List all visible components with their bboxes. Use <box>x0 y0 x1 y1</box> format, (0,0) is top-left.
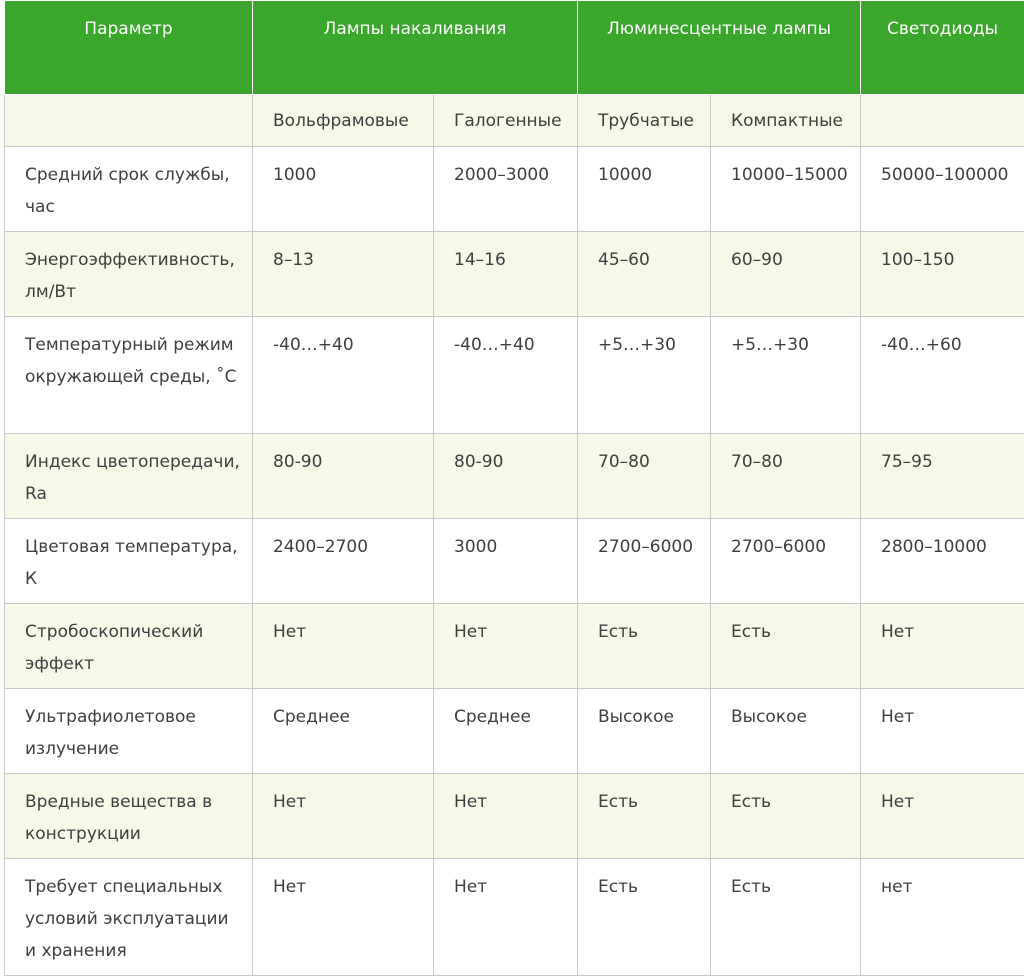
table-cell: +5…+30 <box>711 317 861 434</box>
table-cell: 10000–15000 <box>711 147 861 232</box>
subheader-led <box>861 95 1024 147</box>
table-cell: -40…+60 <box>861 317 1024 434</box>
row-param: Ультрафиолетовое излучение <box>5 689 253 774</box>
table-cell: Есть <box>578 859 711 976</box>
table-row <box>5 859 1024 976</box>
table-cell: 60–90 <box>711 232 861 317</box>
table-cell: 50000–100000 <box>861 147 1024 232</box>
table-row <box>5 317 1024 434</box>
table-cell: Высокое <box>711 689 861 774</box>
table-cell: 80-90 <box>253 434 434 519</box>
header-incandescent: Лампы накаливания <box>253 1 578 95</box>
table-cell: Есть <box>711 774 861 859</box>
table-row <box>5 232 1024 317</box>
table-cell: 2700–6000 <box>711 519 861 604</box>
row-param: Энергоэффективность, лм/Вт <box>5 232 253 317</box>
table-cell: 2800–10000 <box>861 519 1024 604</box>
table-cell: 2000–3000 <box>434 147 578 232</box>
row-param: Индекс цветопередачи, Ra <box>5 434 253 519</box>
table-cell: Нет <box>253 774 434 859</box>
table-cell: 8–13 <box>253 232 434 317</box>
table-cell: -40…+40 <box>434 317 578 434</box>
table-cell: 2400–2700 <box>253 519 434 604</box>
table-cell: Среднее <box>253 689 434 774</box>
header-param: Параметр <box>5 1 253 95</box>
table-cell: 3000 <box>434 519 578 604</box>
table-cell: Нет <box>253 604 434 689</box>
header-led: Светодиоды <box>861 1 1024 95</box>
comparison-table <box>4 0 1024 976</box>
table-row <box>5 519 1024 604</box>
row-param: Вредные вещества в конструкции <box>5 774 253 859</box>
subheader-halogen: Галогенные <box>434 95 578 147</box>
table-row <box>5 604 1024 689</box>
table-cell: Есть <box>578 774 711 859</box>
table-cell: 1000 <box>253 147 434 232</box>
table-cell: 75–95 <box>861 434 1024 519</box>
subheader-row <box>5 95 1024 147</box>
header-fluorescent: Люминесцентные лампы <box>578 1 861 95</box>
table-cell: 70–80 <box>578 434 711 519</box>
table-cell: 2700–6000 <box>578 519 711 604</box>
table-cell: 45–60 <box>578 232 711 317</box>
table-cell: -40…+40 <box>253 317 434 434</box>
table-cell: Есть <box>711 859 861 976</box>
table-cell: 70–80 <box>711 434 861 519</box>
table-cell: нет <box>861 859 1024 976</box>
subheader-compact: Компактные <box>711 95 861 147</box>
subheader-tungsten: Вольфрамовые <box>253 95 434 147</box>
table-cell: Высокое <box>578 689 711 774</box>
table-cell: Нет <box>253 859 434 976</box>
table-cell: +5…+30 <box>578 317 711 434</box>
table-row <box>5 147 1024 232</box>
table-cell: Нет <box>861 604 1024 689</box>
table-cell: 14–16 <box>434 232 578 317</box>
row-param: Температурный режим окружающей среды, ˚С <box>5 317 253 434</box>
table-cell: 10000 <box>578 147 711 232</box>
table-row <box>5 689 1024 774</box>
table-cell: Нет <box>861 774 1024 859</box>
row-param: Цветовая температура, К <box>5 519 253 604</box>
table-cell: 80-90 <box>434 434 578 519</box>
table-row <box>5 774 1024 859</box>
subheader-empty <box>5 95 253 147</box>
table-cell: Нет <box>434 859 578 976</box>
header-row <box>5 1 1024 95</box>
table-cell: Есть <box>578 604 711 689</box>
row-param: Требует специальных условий эксплуатации и хранения <box>5 859 253 976</box>
table-cell: Среднее <box>434 689 578 774</box>
table-cell: Есть <box>711 604 861 689</box>
table-row <box>5 434 1024 519</box>
table-cell: 100–150 <box>861 232 1024 317</box>
subheader-tubular: Трубчатые <box>578 95 711 147</box>
table-cell: Нет <box>434 604 578 689</box>
row-param: Стробоскопический эффект <box>5 604 253 689</box>
table-cell: Нет <box>434 774 578 859</box>
table-cell: Нет <box>861 689 1024 774</box>
row-param: Средний срок службы, час <box>5 147 253 232</box>
